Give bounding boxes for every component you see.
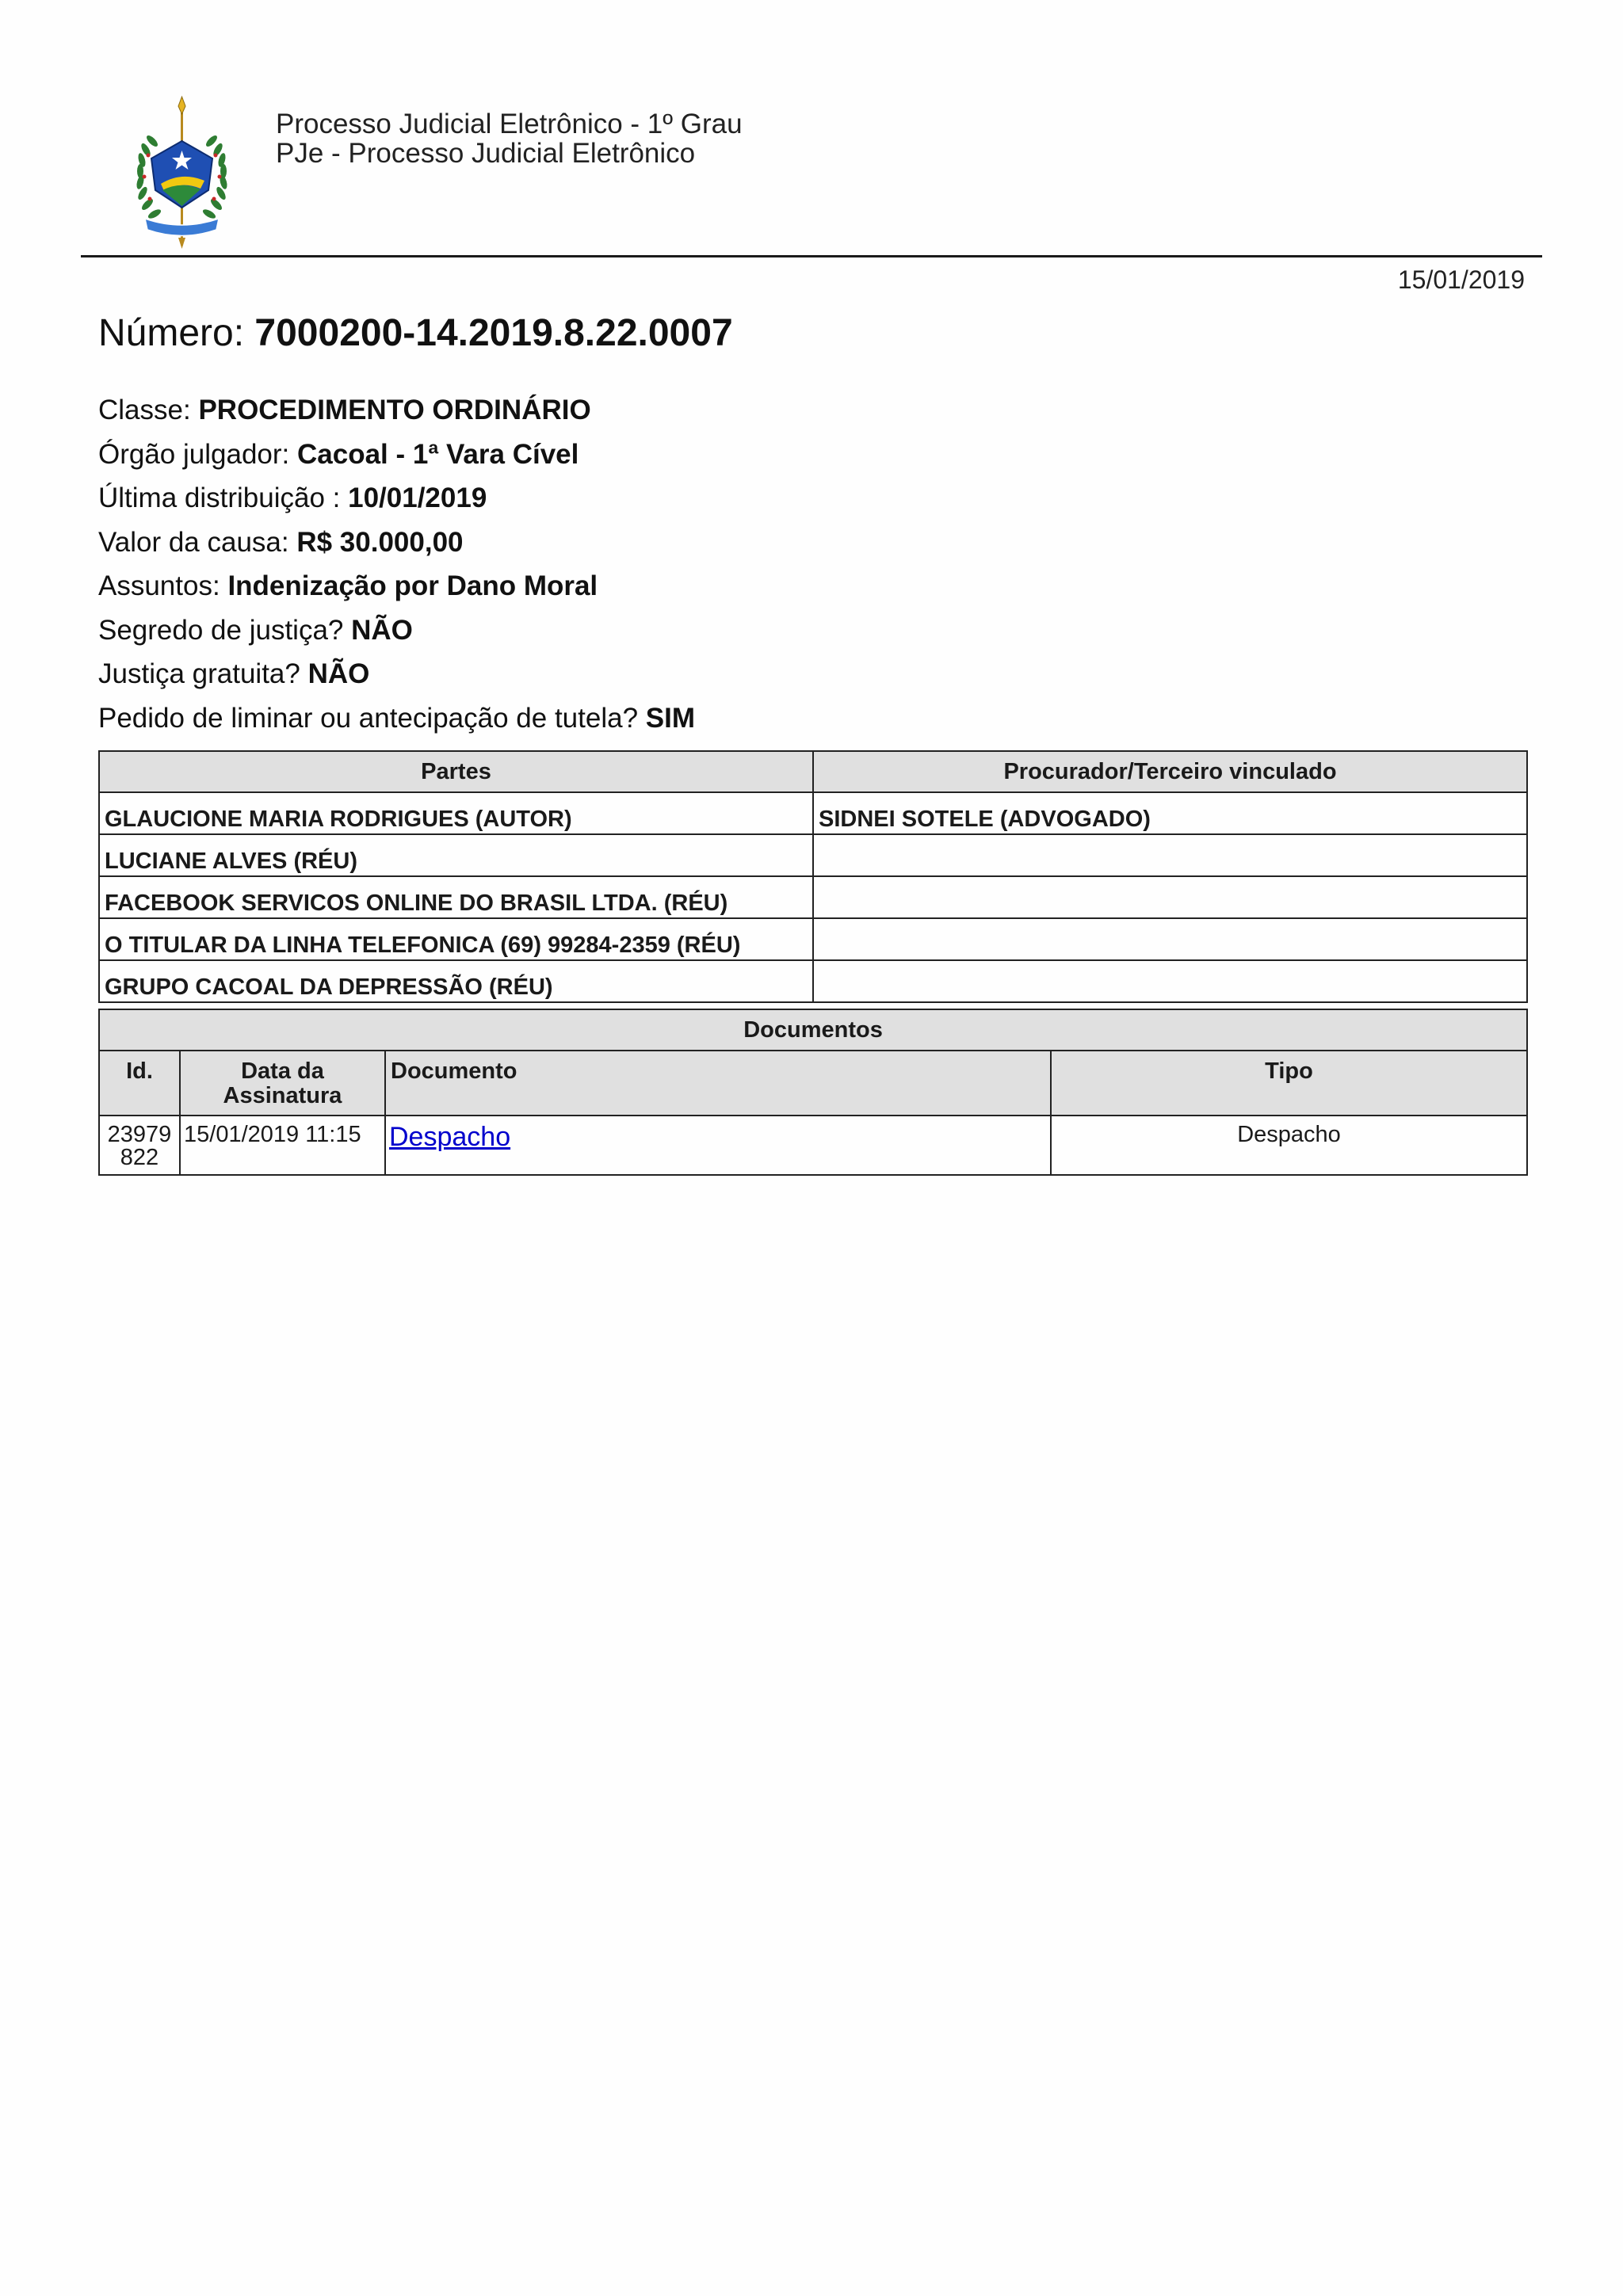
column-header-documento: Documento bbox=[385, 1051, 1051, 1116]
procurador-cell bbox=[813, 834, 1527, 876]
document-cell bbox=[385, 1116, 1051, 1175]
field-label: Última distribuição : bbox=[98, 482, 341, 513]
field-value: NÃO bbox=[351, 614, 413, 646]
field-value: 10/01/2019 bbox=[348, 482, 487, 513]
field-label: Justiça gratuita? bbox=[98, 658, 300, 689]
table-row bbox=[99, 960, 1527, 1002]
procurador-cell: SIDNEI SOTELE (ADVOGADO) bbox=[813, 792, 1527, 834]
column-header-data: Data da Assinatura bbox=[180, 1051, 385, 1116]
document-type: Despacho bbox=[1051, 1116, 1527, 1175]
field-value: PROCEDIMENTO ORDINÁRIO bbox=[198, 395, 591, 425]
table-row bbox=[99, 792, 1527, 834]
field-label: Assuntos: bbox=[98, 570, 220, 601]
coat-of-arms-logo bbox=[129, 95, 235, 250]
shield-icon bbox=[151, 141, 212, 208]
table-header-row bbox=[99, 1051, 1527, 1116]
field-value: R$ 30.000,00 bbox=[296, 526, 464, 558]
parte-cell: LUCIANE ALVES (RÉU) bbox=[99, 834, 813, 876]
document-link[interactable]: Despacho bbox=[389, 1122, 511, 1152]
documentos-title: Documentos bbox=[99, 1009, 1527, 1051]
table-row bbox=[99, 834, 1527, 876]
table-row bbox=[99, 1116, 1527, 1175]
field-ultima-distribuicao bbox=[98, 476, 695, 521]
column-header: Procurador/Terceiro vinculado bbox=[813, 751, 1527, 792]
coat-of-arms-icon bbox=[129, 95, 235, 250]
field-label: Classe: bbox=[98, 395, 191, 425]
field-segredo-justica bbox=[98, 608, 695, 653]
partes-table bbox=[98, 750, 1528, 1003]
table-row bbox=[99, 876, 1527, 918]
process-number bbox=[98, 311, 733, 357]
field-justica-gratuita bbox=[98, 652, 695, 696]
column-header-id: Id. bbox=[99, 1051, 180, 1116]
field-valor-causa bbox=[98, 521, 695, 565]
document-date: 15/01/2019 bbox=[1397, 265, 1525, 294]
procurador-cell bbox=[813, 960, 1527, 1002]
field-label: Órgão julgador: bbox=[98, 438, 290, 470]
parte-cell: FACEBOOK SERVICOS ONLINE DO BRASIL LTDA. (RÉU) bbox=[99, 876, 813, 918]
field-label: Valor da causa: bbox=[98, 526, 289, 558]
field-orgao-julgador bbox=[98, 433, 695, 477]
parte-cell: GRUPO CACOAL DA DEPRESSÃO (RÉU) bbox=[99, 960, 813, 1002]
field-label: Segredo de justiça? bbox=[98, 614, 344, 646]
parte-cell: O TITULAR DA LINHA TELEFONICA (69) 99284-2359 (RÉU) bbox=[99, 918, 813, 960]
procurador-cell bbox=[813, 918, 1527, 960]
column-header-tipo: Tipo bbox=[1051, 1051, 1527, 1116]
system-header bbox=[276, 109, 743, 168]
system-title: Processo Judicial Eletrônico - 1º Grau bbox=[276, 109, 743, 139]
column-header: Partes bbox=[99, 751, 813, 792]
parte-cell: GLAUCIONE MARIA RODRIGUES (AUTOR) bbox=[99, 792, 813, 834]
documentos-table bbox=[98, 1009, 1528, 1176]
field-assuntos bbox=[98, 564, 695, 608]
process-details bbox=[98, 388, 695, 740]
procurador-cell bbox=[813, 876, 1527, 918]
field-value: Cacoal - 1ª Vara Cível bbox=[297, 438, 579, 470]
system-subtitle: PJe - Processo Judicial Eletrônico bbox=[276, 138, 696, 169]
field-pedido-liminar bbox=[98, 696, 695, 741]
document-signature-date: 15/01/2019 11:15 bbox=[180, 1116, 385, 1175]
table-header-row bbox=[99, 751, 1527, 792]
table-title-row bbox=[99, 1009, 1527, 1051]
table-row bbox=[99, 918, 1527, 960]
process-number-label: Número: bbox=[98, 312, 245, 354]
field-classe bbox=[98, 388, 695, 433]
field-value: NÃO bbox=[307, 658, 370, 689]
header-divider bbox=[81, 255, 1542, 257]
process-number-value: 7000200-14.2019.8.22.0007 bbox=[254, 312, 733, 354]
field-value: Indenização por Dano Moral bbox=[227, 570, 598, 601]
document-id: 23979822 bbox=[99, 1116, 180, 1175]
field-value: SIM bbox=[645, 702, 695, 734]
field-label: Pedido de liminar ou antecipação de tutela? bbox=[98, 702, 639, 734]
